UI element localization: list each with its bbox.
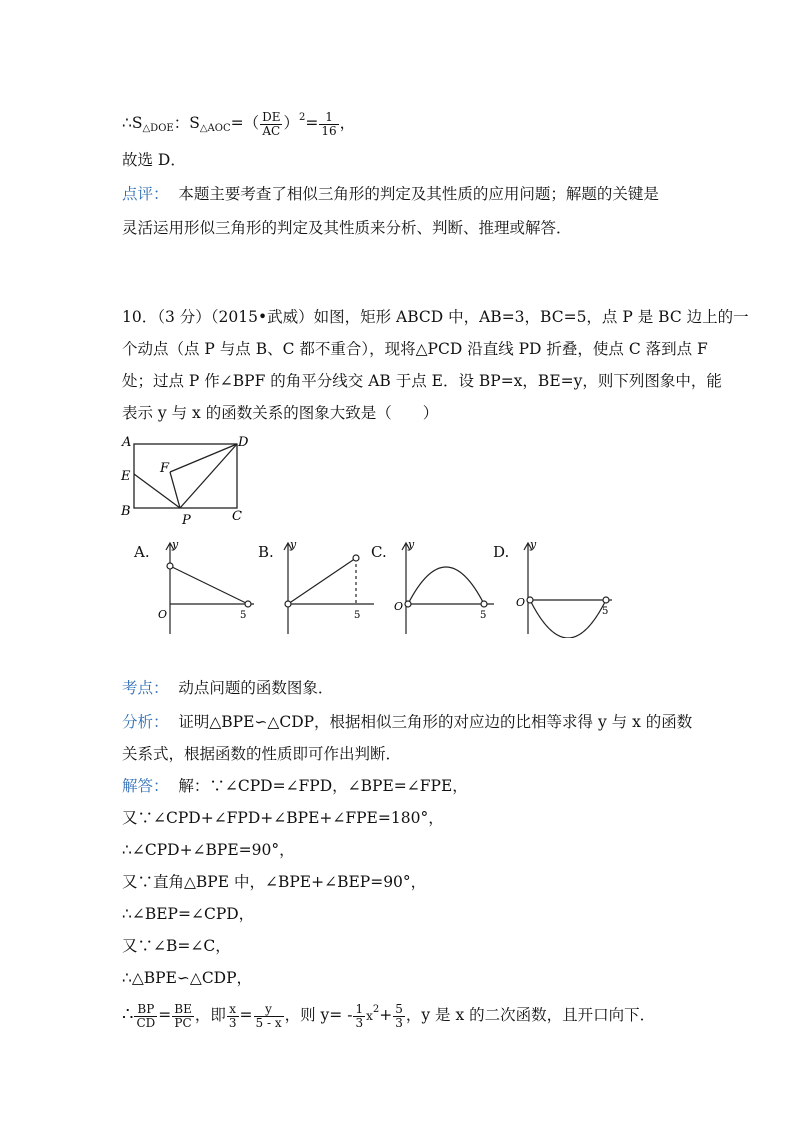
question-line-4: 表示 y 与 x 的函数关系的图象大致是（ ） <box>122 404 439 422</box>
ratio-formula-line <box>122 108 355 139</box>
kaodian-line <box>122 678 333 698</box>
eq-open: =（ <box>230 114 260 132</box>
ze: ，则 y= - <box>284 1006 353 1024</box>
choose-answer: 故选 D． <box>122 151 186 169</box>
step-line-6: ∴△BPE∽△CDP， <box>122 969 253 987</box>
step-line-3: 又∵直角△BPE 中，∠BPE+∠BEP=90°， <box>122 873 427 891</box>
paren-close: ） <box>283 114 299 132</box>
frac-x-3 <box>227 1003 239 1030</box>
step-line-4: ∴∠BEP=∠CPD， <box>122 905 255 923</box>
f2-den: PC <box>174 1015 192 1030</box>
question-line-1: 10．（3 分）（2015•武威）如图，矩形 ABCD 中，AB=3，BC=5，点 P 是 BC 边上的一 <box>122 308 749 326</box>
comment-line-1 <box>122 184 659 204</box>
label-f: F <box>160 461 170 476</box>
rectangle-figure <box>116 432 266 532</box>
graph-option-c <box>392 538 502 638</box>
comment-label: 点评： <box>122 185 169 203</box>
question-line-3: 处；过点 P 作∠BPF 的角平分线交 AB 于点 E．设 BP=x，BE=y，则下列图象中，能 <box>122 372 722 390</box>
step-0: 解：∵∠CPD=∠FPD，∠BPE=∠FPE， <box>178 777 468 795</box>
frac-bp-cd <box>134 1003 157 1030</box>
comment-text-1: 本题主要考查了相似三角形的判定及其性质的应用问题；解题的关键是 <box>178 185 659 203</box>
eq2: = <box>239 1006 253 1024</box>
tick-five: 5 <box>240 610 247 621</box>
tail-text: ，y 是 x 的二次函数，且开口向下． <box>405 1006 656 1024</box>
segment-fd <box>170 444 237 472</box>
frac-num: DE <box>262 109 281 124</box>
y-axis-label: y <box>408 538 415 551</box>
label-d: D <box>238 435 249 450</box>
step-line-1: 又∵∠CPD+∠FPD+∠BPE+∠FPE=180°， <box>122 809 444 827</box>
sub-aaoc: △AOC <box>199 123 231 134</box>
tick-five: 5 <box>602 606 609 617</box>
sub-dode: △DOE <box>142 123 174 134</box>
label-e: E <box>121 469 131 484</box>
origin-label: O <box>158 608 168 621</box>
option-a-label: A. <box>134 543 150 561</box>
therefore: ∴ <box>122 1004 134 1025</box>
upward-parabola <box>530 600 609 638</box>
res-den: 16 <box>321 123 337 138</box>
kaodian-label: 考点： <box>122 679 169 697</box>
segment-pd <box>180 444 237 508</box>
eq1: = <box>158 1006 172 1024</box>
y-axis-label: y <box>172 538 179 551</box>
jieda-label: 解答： <box>122 777 169 795</box>
option-c-label: C. <box>371 543 387 561</box>
label-p: P <box>182 513 191 528</box>
f1-num: BP <box>134 1003 157 1017</box>
f5-num: 1 <box>355 1001 364 1016</box>
option-d-label: D. <box>493 543 510 561</box>
f5-den: 3 <box>355 1015 364 1030</box>
frac-5-3 <box>393 1003 405 1030</box>
option-b-label: B. <box>258 543 274 561</box>
graph-option-b <box>268 538 378 638</box>
x-exponent: 2 <box>372 1004 380 1015</box>
origin-label: O <box>394 600 404 613</box>
decreasing-line <box>170 566 248 604</box>
colon-s: ：S <box>173 114 200 132</box>
tick-five: 5 <box>354 610 361 621</box>
f6-num: 5 <box>395 1001 403 1016</box>
label-a: A <box>122 435 132 450</box>
step-line-5: 又∵∠B=∠C， <box>122 937 231 955</box>
f6-den: 3 <box>395 1015 403 1030</box>
f3-den: 3 <box>228 1015 237 1030</box>
increasing-line <box>288 558 356 604</box>
rectangle-abcd <box>134 444 237 508</box>
eq2: = <box>305 114 319 132</box>
f1-den: CD <box>136 1015 156 1030</box>
res-num: 1 <box>319 111 338 125</box>
f4-num: y <box>254 1003 284 1017</box>
frac-den: AC <box>262 123 281 138</box>
label-b: B <box>121 504 131 519</box>
frac-1-3 <box>353 1003 365 1030</box>
label-c: C <box>232 509 242 524</box>
frac-be-pc <box>172 1003 194 1030</box>
comment-line-2: 灵活运用形似三角形的判定及其性质来分析、判断、推理或解答． <box>122 219 572 237</box>
segment-fp <box>170 472 180 508</box>
fenxi-label: 分析： <box>122 713 169 731</box>
graph-option-d <box>508 538 618 638</box>
f4-den: 5 - x <box>255 1015 282 1030</box>
fenxi-line-2: 关系式，根据函数的性质即可作出判断． <box>122 745 402 763</box>
exponent: 2 <box>299 112 306 123</box>
jieda-line <box>122 776 468 796</box>
y-axis-label: y <box>530 538 537 551</box>
fenxi-line-1 <box>122 712 692 732</box>
therefore-s: ∴S <box>122 114 143 132</box>
downward-parabola <box>408 567 484 604</box>
fenxi-text-1: 证明△BPE∽△CDP，根据相似三角形的对应边的比相等求得 y 与 x 的函数 <box>178 713 693 731</box>
tick-five: 5 <box>480 610 487 621</box>
kaodian-text: 动点问题的函数图象． <box>178 679 334 697</box>
comma: ， <box>339 114 356 132</box>
ji: ，即 <box>194 1006 226 1024</box>
graph-option-a <box>148 538 258 638</box>
f2-num: BE <box>174 1001 192 1016</box>
origin-label: O <box>516 596 526 609</box>
step-line-2: ∴∠CPD+∠BPE=90°， <box>122 841 295 859</box>
plus: + <box>379 1006 393 1024</box>
segment-ep <box>134 474 180 508</box>
frac-y-5x <box>254 1003 284 1030</box>
x-var: x <box>366 1009 373 1023</box>
y-axis-label: y <box>290 538 297 551</box>
f3-num: x <box>227 1003 239 1017</box>
fraction-result <box>319 111 338 138</box>
question-line-2: 个动点（点 P 与点 B、C 都不重合），现将△PCD 沿直线 PD 折叠，使点 C 落到点 F <box>122 340 708 358</box>
fraction-de-ac <box>260 111 282 138</box>
final-formula-line <box>122 1000 655 1030</box>
